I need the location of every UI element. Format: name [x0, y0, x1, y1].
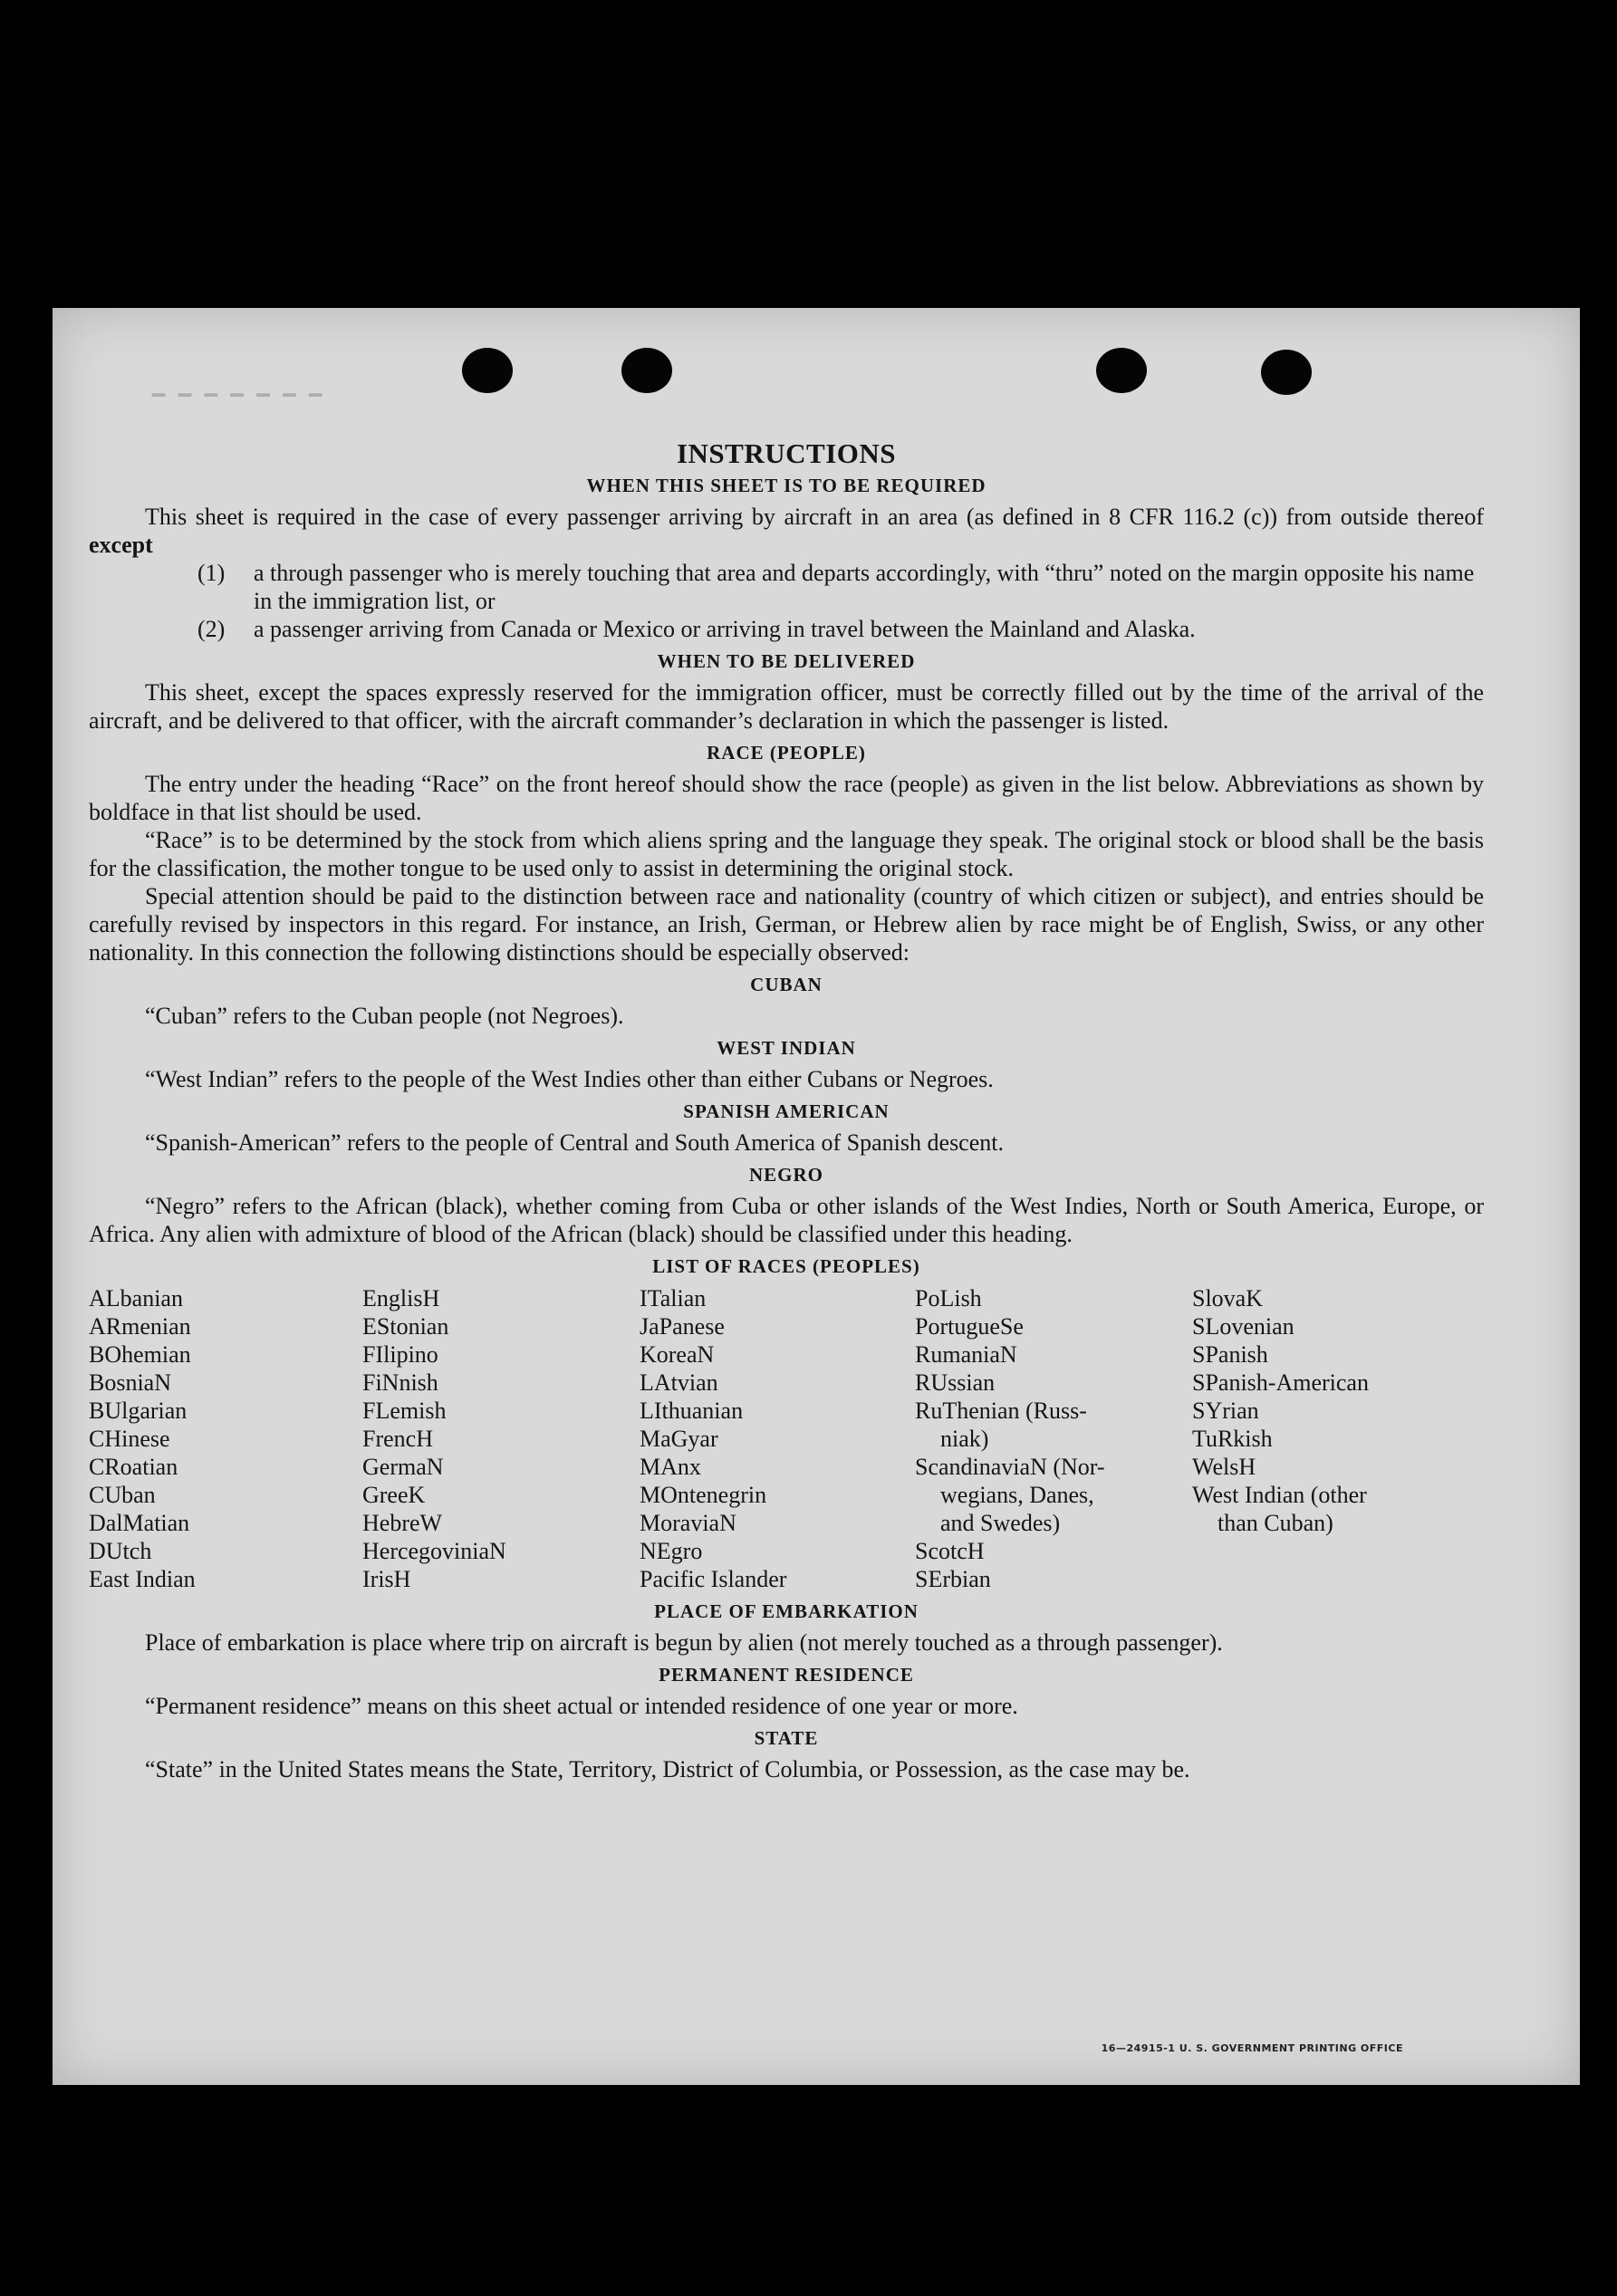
race-entry: RumaniaN — [915, 1341, 1017, 1368]
paragraph: Place of embarkation is place where trip on aircraft is begun by alien (not merely touched as a through passenger). — [145, 1629, 1223, 1656]
race-entry: GreeK — [362, 1482, 426, 1508]
paragraph: “Cuban” refers to the Cuban people (not Negroes). — [145, 1003, 624, 1029]
punch-hole — [621, 348, 672, 393]
section-heading: CUBAN — [750, 974, 823, 995]
races-column — [89, 1284, 362, 1593]
races-column — [915, 1284, 1192, 1593]
race-entry: FIlipino — [362, 1341, 438, 1368]
races-column — [362, 1284, 640, 1593]
race-entry: niak) — [940, 1426, 989, 1452]
race-entry: CHinese — [89, 1426, 170, 1452]
printing-office-code: 16—24915-1 U. S. GOVERNMENT PRINTING OFFICE — [1101, 2042, 1403, 2054]
race-entry: MOntenegrin — [640, 1482, 767, 1508]
race-entry: BOhemian — [89, 1341, 191, 1368]
list-item: (2) a passenger arriving from Canada or Mexico or arriving in travel between the Mainland and Alaska. — [197, 616, 1196, 642]
race-entry: ITalian — [640, 1285, 707, 1311]
race-entry: CRoatian — [89, 1454, 178, 1480]
race-entry: ARmenian — [89, 1313, 191, 1340]
race-entry: SPanish — [1192, 1341, 1268, 1368]
race-entry: FrencH — [362, 1426, 433, 1452]
paragraph: “West Indian” refers to the people of the West Indies other than either Cubans or Negroes. — [145, 1066, 994, 1092]
instructions-body — [89, 439, 1484, 1783]
page-title: INSTRUCTIONS — [676, 437, 896, 469]
race-entry: CUban — [89, 1482, 156, 1508]
race-entry: HercegoviniaN — [362, 1538, 506, 1564]
race-entry: KoreaN — [640, 1341, 715, 1368]
paragraph: This sheet is required in the case of every passenger arriving by aircraft in an area (as defined in 8 CFR 116.2 (c)) from outside thereof except — [89, 504, 1484, 558]
race-entry: RUssian — [915, 1369, 996, 1396]
race-entry: TuRkish — [1192, 1426, 1273, 1452]
race-entry: than Cuban) — [1218, 1510, 1333, 1536]
section-heading: LIST OF RACES (PEOPLES) — [652, 1255, 920, 1277]
races-column — [640, 1284, 915, 1593]
race-entry: MaGyar — [640, 1426, 718, 1452]
race-entry: PortugueSe — [915, 1313, 1024, 1340]
race-entry: FiNnish — [362, 1369, 438, 1396]
races-list — [89, 1284, 1484, 1593]
race-entry: East Indian — [89, 1566, 196, 1592]
race-entry: DalMatian — [89, 1510, 190, 1536]
section-heading: NEGRO — [748, 1164, 823, 1186]
race-entry: JaPanese — [640, 1313, 725, 1340]
race-entry: NEgro — [640, 1538, 703, 1564]
punch-hole — [1261, 350, 1312, 395]
race-entry: SYrian — [1192, 1398, 1259, 1424]
section-heading: WEST INDIAN — [717, 1037, 856, 1059]
race-entry: WelsH — [1192, 1454, 1256, 1480]
paragraph: “Permanent residence” means on this sheet actual or intended residence of one year or more. — [145, 1693, 1018, 1719]
section-heading: PERMANENT RESIDENCE — [659, 1664, 914, 1686]
race-entry: and Swedes) — [940, 1510, 1061, 1536]
race-entry: LAtvian — [640, 1369, 718, 1396]
show-through-text: ▁ ▁ ▁ ▁ ▁ ▁ ▁ — [152, 374, 322, 399]
race-entry: PoLish — [915, 1285, 982, 1311]
race-entry: RuThenian (Russ- — [915, 1398, 1087, 1424]
race-entry: EnglisH — [362, 1285, 440, 1311]
race-entry: ScotcH — [915, 1538, 985, 1564]
race-entry: HebreW — [362, 1510, 443, 1536]
race-entry: BosniaN — [89, 1369, 171, 1396]
race-entry: SErbian — [915, 1566, 991, 1592]
section-heading: PLACE OF EMBARKATION — [654, 1600, 919, 1622]
race-entry: SPanish-American — [1192, 1369, 1369, 1396]
section-heading: STATE — [754, 1727, 819, 1749]
race-entry: ScandinaviaN (Nor- — [915, 1454, 1105, 1480]
race-entry: SLovenian — [1192, 1313, 1295, 1340]
paragraph: “Spanish-American” refers to the people of Central and South America of Spanish descent. — [145, 1129, 1004, 1156]
paragraph: “Race” is to be determined by the stock from which aliens spring and the language they speak. The original stock or blood shall be the basis for the classification, the mother tongue to be used only to assist in determining the original stock. — [89, 827, 1484, 881]
race-entry: West Indian (other — [1192, 1482, 1367, 1508]
race-entry: wegians, Danes, — [940, 1482, 1094, 1508]
race-entry: BUlgarian — [89, 1398, 188, 1424]
race-entry: EStonian — [362, 1313, 449, 1340]
race-entry: MoraviaN — [640, 1510, 736, 1536]
race-entry: ALbanian — [89, 1285, 183, 1311]
document-page — [53, 308, 1580, 2085]
race-entry: LIthuanian — [640, 1398, 744, 1424]
race-entry: DUtch — [89, 1538, 152, 1564]
race-entry: MAnx — [640, 1454, 701, 1480]
race-entry: Pacific Islander — [640, 1566, 787, 1592]
paragraph: The entry under the heading “Race” on the front hereof should show the race (people) as given in the list below. Abbreviations as shown by boldface in that list should be used. — [89, 771, 1484, 825]
races-column — [1192, 1284, 1464, 1593]
paragraph: This sheet, except the spaces expressly reserved for the immigration officer, must be correctly filled out by the time of the arrival of the aircraft, and be delivered to that officer, with the aircraft commander’s declaration in which the passenger is listed. — [89, 679, 1484, 734]
punch-hole — [1096, 348, 1147, 393]
punch-hole — [462, 348, 513, 393]
race-entry: FLemish — [362, 1398, 447, 1424]
section-heading: WHEN THIS SHEET IS TO BE REQUIRED — [586, 475, 987, 496]
paragraph: “State” in the United States means the State, Territory, District of Columbia, or Possession, as the case may be. — [145, 1756, 1190, 1782]
list-item: (1) a through passenger who is merely touching that area and departs accordingly, with “thru” noted on the margin opposite his name in the immigration list, or — [197, 560, 1475, 614]
section-heading: RACE (PEOPLE) — [707, 742, 866, 764]
race-entry: IrisH — [362, 1566, 411, 1592]
paragraph: Special attention should be paid to the distinction between race and nationality (country of which citizen or subject), and entries should be carefully revised by inspectors in this regard. For instance, an Irish, German, or Hebrew alien by race might be of English, Swiss, or any other nationality. In this connection the following distinctions should be especially observed: — [89, 883, 1484, 965]
paragraph: “Negro” refers to the African (black), whether coming from Cuba or other islands of the West Indies, North or South America, Europe, or Africa. Any alien with admixture of blood of the African (black) should be classified under this heading. — [89, 1193, 1484, 1247]
section-heading: WHEN TO BE DELIVERED — [657, 650, 916, 672]
race-entry: SlovaK — [1192, 1285, 1263, 1311]
section-heading: SPANISH AMERICAN — [683, 1100, 890, 1122]
race-entry: GermaN — [362, 1454, 444, 1480]
